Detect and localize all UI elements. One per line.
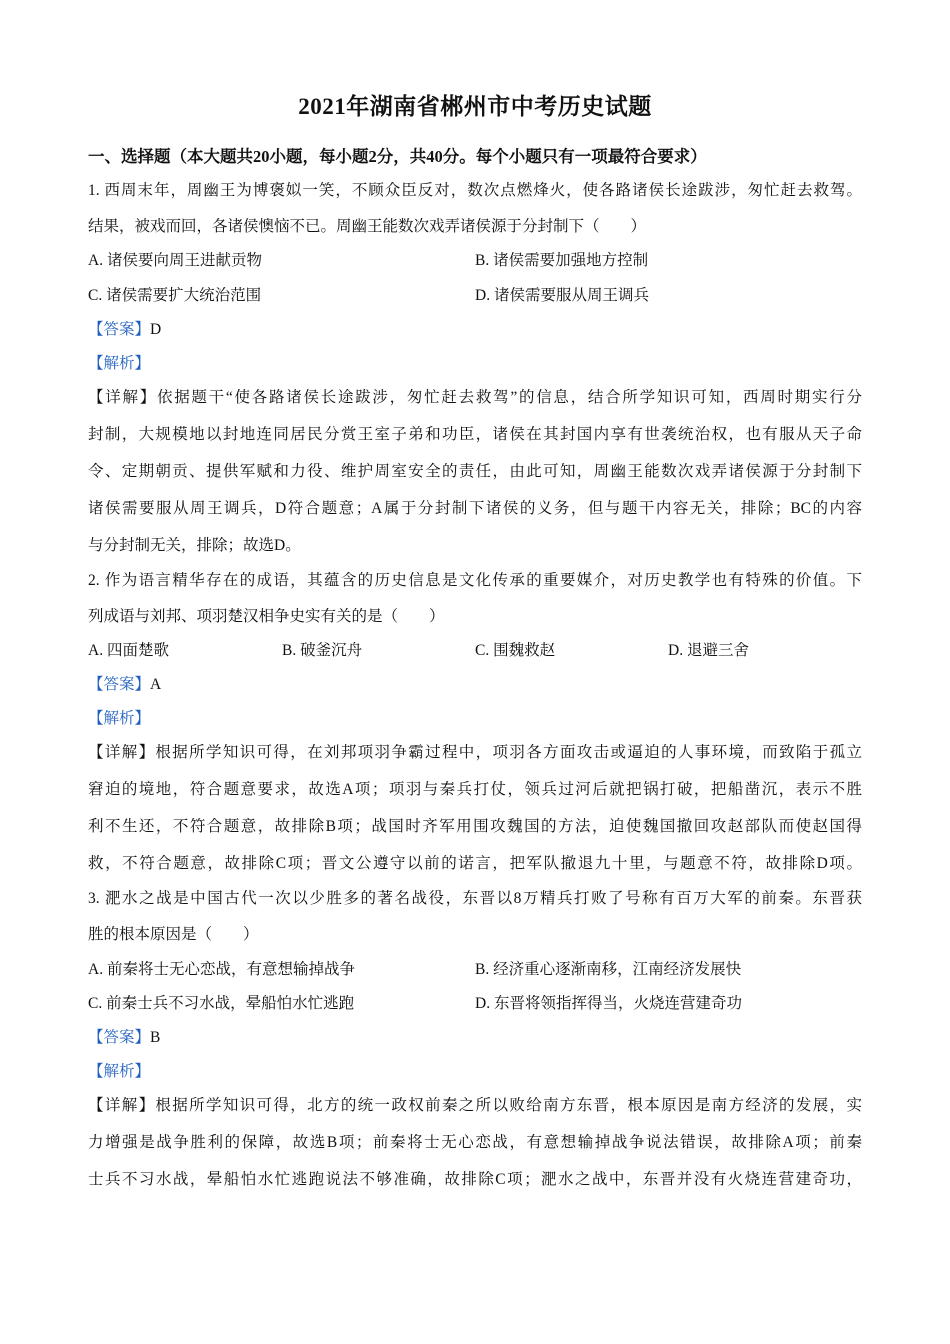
q1-analysis [88,351,150,373]
detail-label: 【详解】 [88,389,157,406]
q2-stem-line: 2. 作为语言精华存在的成语，其蕴含的历史信息是文化传承的重要媒介，对历史教学也有特殊的价值。下 [88,572,862,589]
page-title: 2021年湖南省郴州市中考历史试题 [298,94,652,119]
q1-answer [88,317,161,339]
analysis-label: 【解析】 [88,355,151,372]
q1-stem-line: 结果，被戏而回，各诸侯懊恼不已。周幽王能数次戏弄诸侯源于分封制下（ ） [88,218,647,235]
q1-detail-line [88,385,862,407]
q2-option-d: D. 退避三舍 [668,642,749,659]
q3-analysis [88,1059,150,1081]
q2-detail-line: 窘迫的境地，符合题意要求，故选A项；项羽与秦兵打仗，领兵过河后就把锅打破，把船凿沉，表示不胜 [88,781,862,798]
q1-detail-line: 诸侯需要服从周王调兵，D符合题意；A属于分封制下诸侯的义务，但与题干内容无关，排除；BC的内容 [88,500,862,517]
q2-detail-line [88,740,862,762]
q3-answer [88,1025,160,1047]
q2-answer-value: A [150,676,162,693]
answer-label: 【答案】 [88,1029,151,1046]
analysis-label: 【解析】 [88,1063,151,1080]
q2-option-c: C. 围魏救赵 [475,642,556,659]
answer-label: 【答案】 [88,321,151,338]
q2-detail-line: 救，不符合题意，故排除C项；晋文公遵守以前的诺言，把军队撤退九十里，与题意不符，故排除D项。 [88,855,862,872]
q1-answer-value: D [150,321,162,338]
q2-detail-line: 利不生还，不符合题意，故排除B项；战国时齐军用围攻魏国的方法，迫使魏国撤回攻赵部队而使赵国得 [88,818,862,835]
section-heading: 一、选择题（本大题共20小题，每小题2分，共40分。每个小题只有一项最符合要求） [88,147,707,166]
q3-option-a: A. 前秦将士无心恋战，有意想输掉战争 [88,961,355,978]
q3-stem-line: 胜的根本原因是（ ） [88,926,259,943]
q3-option-b: B. 经济重心逐渐南移，江南经济发展快 [475,961,742,978]
q2-answer [88,672,161,694]
q2-analysis [88,706,150,728]
q2-stem-line: 列成语与刘邦、项羽楚汉相争史实有关的是（ ） [88,608,445,625]
q2-option-b: B. 破釜沉舟 [282,642,363,659]
answer-label: 【答案】 [88,676,151,693]
detail-label: 【详解】 [88,744,156,761]
q1-stem-line: 1. 西周末年，周幽王为博褒姒一笑，不顾众臣反对，数次点燃烽火，使各路诸侯长途跋涉，匆忙赶去救驾。 [88,182,862,199]
q2-detail-text: 根据所学知识可得，在刘邦项羽争霸过程中，项羽各方面攻击或逼迫的人事环境，而致陷于孤立 [155,744,862,761]
analysis-label: 【解析】 [88,710,151,727]
q1-detail-line: 与分封制无关，排除；故选D。 [88,537,301,554]
q3-detail-text: 根据所学知识可得，北方的统一政权前秦之所以败给南方东晋，根本原因是南方经济的发展，实 [155,1097,862,1114]
q3-detail-line: 士兵不习水战，晕船怕水忙逃跑说法不够准确，故排除C项；淝水之战中，东晋并没有火烧连营建奇功， [88,1171,862,1188]
q3-detail-line [88,1093,862,1115]
q3-option-d: D. 东晋将领指挥得当，火烧连营建奇功 [475,995,742,1012]
q3-option-c: C. 前秦士兵不习水战，晕船怕水忙逃跑 [88,995,355,1012]
q1-detail-line: 令、定期朝贡、提供军赋和力役、维护周室安全的责任，由此可知，周幽王能数次戏弄诸侯源于分封制下 [88,463,862,480]
q1-option-d: D. 诸侯需要服从周王调兵 [475,287,649,304]
q1-detail-line: 封制，大规模地以封地连同居民分赏王室子弟和功臣，诸侯在其封国内享有世袭统治权，也有服从天子命 [88,426,862,443]
q2-option-a: A. 四面楚歌 [88,642,169,659]
q3-answer-value: B [150,1029,161,1046]
detail-label: 【详解】 [88,1097,156,1114]
q3-stem-line: 3. 淝水之战是中国古代一次以少胜多的著名战役，东晋以8万精兵打败了号称有百万大军的前秦。东晋获 [88,890,862,907]
q1-option-c: C. 诸侯需要扩大统治范围 [88,287,262,304]
q1-option-b: B. 诸侯需要加强地方控制 [475,252,649,269]
q1-detail-text: 依据题干“使各路诸侯长途跋涉，匆忙赶去救驾”的信息，结合所学知识可知，西周时期实行分 [156,389,862,406]
q1-option-a: A. 诸侯要向周王进献贡物 [88,252,262,269]
q3-detail-line: 力增强是战争胜利的保障，故选B项；前秦将士无心恋战，有意想输掉战争说法错误，故排除A项；前秦 [88,1134,862,1151]
